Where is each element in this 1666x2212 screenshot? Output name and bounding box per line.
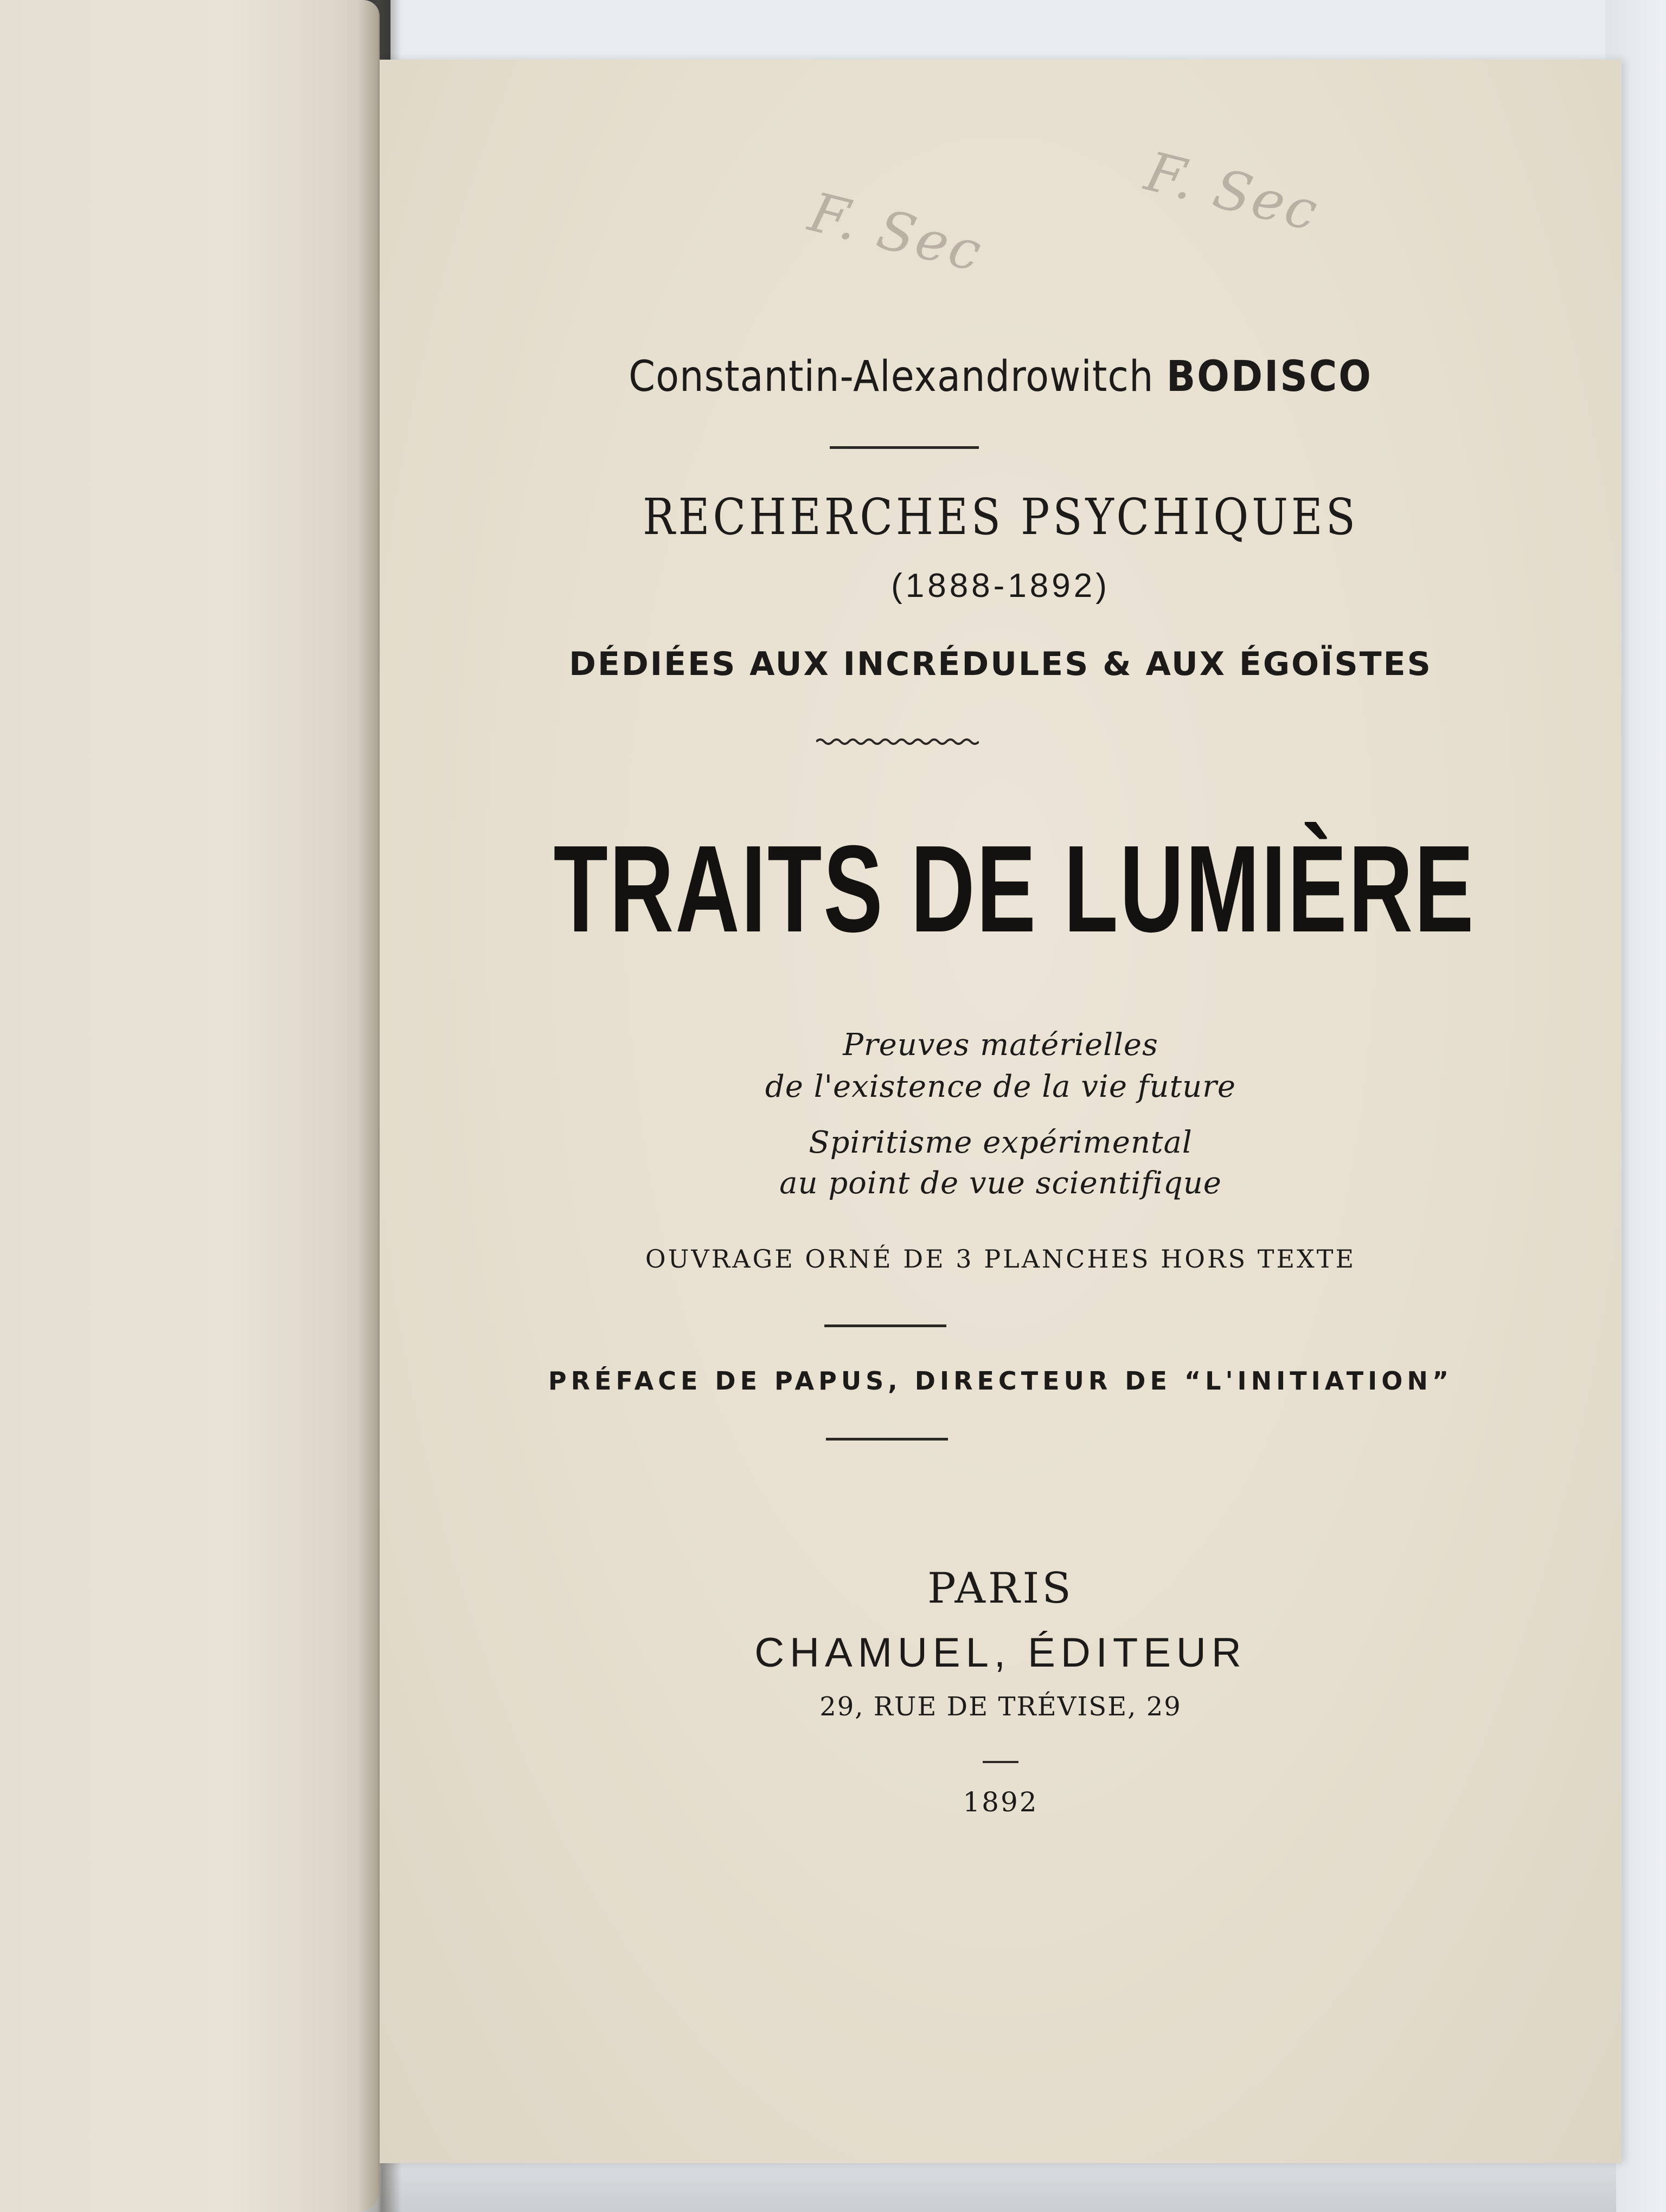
series-years: (1888-1892) [891, 567, 1110, 605]
illustrations-note: OUVRAGE ORNÉ DE 3 PLANCHES HORS TEXTE [645, 1244, 1356, 1274]
wavy-divider [816, 736, 979, 747]
publication-city: PARIS [927, 1564, 1074, 1613]
publication-year: 1892 [963, 1786, 1039, 1818]
library-stamp: F. Sec [803, 180, 990, 285]
title-page [380, 60, 1622, 2163]
dedication-line: DÉDIÉES AUX INCRÉDULES & AUX ÉGOÏSTES [569, 645, 1432, 683]
subtitle-line: de l'existence de la vie future [765, 1069, 1236, 1104]
subtitle-line: Preuves matérielles [843, 1027, 1158, 1063]
divider-rule [983, 1761, 1018, 1763]
publisher-address: 29, RUE DE TRÉVISE, 29 [819, 1692, 1182, 1722]
series-title: RECHERCHES PSYCHIQUES [643, 488, 1359, 546]
author-surname: BODISCO [1166, 352, 1373, 401]
main-title: TRAITS DE LUMIÈRE [553, 820, 1476, 958]
divider-rule [830, 446, 979, 449]
author-name [380, 352, 1622, 401]
background-surface-bottom [304, 2163, 1616, 2212]
subtitle-line: au point de vue scientifique [779, 1166, 1222, 1201]
divider-rule [826, 1438, 948, 1441]
library-stamp: F. Sec [1139, 139, 1326, 244]
left-endpaper [0, 0, 380, 2212]
author-first-names: Constantin-Alexandrowitch [629, 352, 1154, 401]
subtitle-line: Spiritisme expérimental [809, 1125, 1193, 1160]
publisher-name: CHAMUEL, ÉDITEUR [754, 1630, 1247, 1676]
preface-note: PRÉFACE DE PAPUS, DIRECTEUR DE “L'INITIATION” [548, 1366, 1453, 1396]
divider-rule [824, 1324, 946, 1327]
